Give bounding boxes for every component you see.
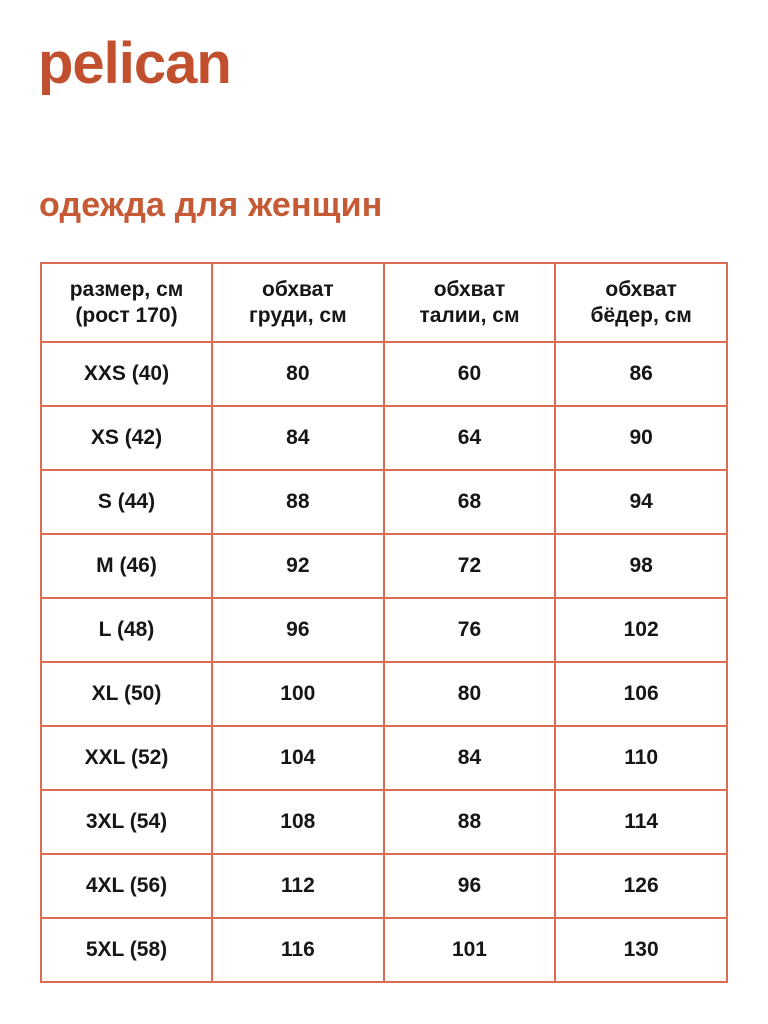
table-row [41,854,727,918]
table-row [41,662,727,726]
chest-cell: 108 [212,790,384,854]
hips-cell: 90 [555,406,727,470]
col-header-line: обхват [605,277,677,301]
chest-cell: 96 [212,598,384,662]
col-header-line: бёдер, см [590,303,692,327]
chest-cell: 112 [212,854,384,918]
size-cell: 3XL (54) [41,790,212,854]
table-row [41,470,727,534]
col-header-line: размер, см [69,277,184,301]
hips-cell: 130 [555,918,727,982]
hips-cell: 114 [555,790,727,854]
table-row [41,918,727,982]
hips-cell: 94 [555,470,727,534]
waist-cell: 88 [384,790,556,854]
waist-cell: 64 [384,406,556,470]
hips-cell: 106 [555,662,727,726]
chest-cell: 84 [212,406,384,470]
size-cell: XXL (52) [41,726,212,790]
col-header-line: талии, см [419,303,520,327]
col-header-line: груди, см [249,303,347,327]
waist-cell: 96 [384,854,556,918]
col-header-line: обхват [262,277,334,301]
waist-cell: 101 [384,918,556,982]
page-title: одежда для женщин [39,186,383,224]
waist-cell: 84 [384,726,556,790]
size-cell: XL (50) [41,662,212,726]
waist-cell: 72 [384,534,556,598]
hips-cell: 86 [555,342,727,406]
table-row [41,726,727,790]
table-row [41,534,727,598]
chest-cell: 100 [212,662,384,726]
size-cell: M (46) [41,534,212,598]
chest-cell: 104 [212,726,384,790]
table-header-row [41,263,727,342]
col-header-waist [384,263,556,342]
size-cell: 4XL (56) [41,854,212,918]
waist-cell: 60 [384,342,556,406]
hips-cell: 126 [555,854,727,918]
size-cell: XS (42) [41,406,212,470]
waist-cell: 68 [384,470,556,534]
hips-cell: 110 [555,726,727,790]
hips-cell: 98 [555,534,727,598]
col-header-hips [555,263,727,342]
col-header-size [41,263,212,342]
pelican-logo: pelican [38,31,231,96]
size-table [40,262,728,983]
size-cell: XXS (40) [41,342,212,406]
waist-cell: 76 [384,598,556,662]
col-header-chest [212,263,384,342]
table-row [41,406,727,470]
hips-cell: 102 [555,598,727,662]
size-cell: L (48) [41,598,212,662]
waist-cell: 80 [384,662,556,726]
chest-cell: 88 [212,470,384,534]
table-row [41,598,727,662]
size-cell: S (44) [41,470,212,534]
chest-cell: 116 [212,918,384,982]
table-row [41,342,727,406]
col-header-line: обхват [433,277,506,301]
col-header-line: (рост 170) [75,303,178,327]
table-row [41,790,727,854]
chest-cell: 80 [212,342,384,406]
size-cell: 5XL (58) [41,918,212,982]
chest-cell: 92 [212,534,384,598]
